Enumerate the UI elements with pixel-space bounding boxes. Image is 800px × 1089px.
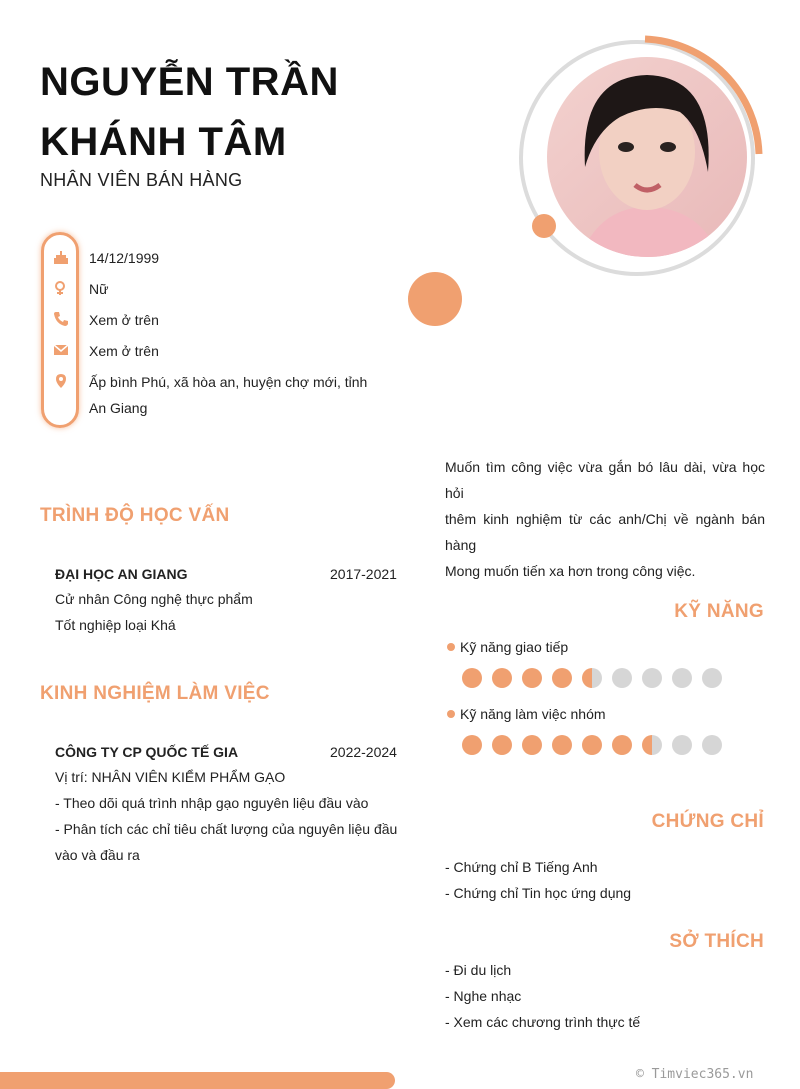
- skill-level-dot: [492, 668, 512, 688]
- contact-email: Xem ở trên: [89, 343, 159, 359]
- skill-level-dot: [672, 735, 692, 755]
- skill-level-dot: [462, 735, 482, 755]
- gender-icon: [52, 279, 70, 297]
- skill-level-dot: [582, 735, 602, 755]
- skill-level-dot: [522, 735, 542, 755]
- skill-bullet: [447, 643, 455, 651]
- skill-level-dot: [462, 668, 482, 688]
- skill-level-dot: [582, 668, 602, 688]
- skill-level-dot: [552, 735, 572, 755]
- candidate-name: [40, 52, 339, 172]
- avatar: [540, 57, 754, 257]
- hobby-item-3: - Xem các chương trình thực tế: [445, 1014, 641, 1030]
- skill-level-dot: [522, 668, 542, 688]
- objective-line-3: hàng: [445, 537, 477, 553]
- hobby-item-1: - Đi du lịch: [445, 962, 512, 978]
- certificates-title: CHỨNG CHỈ: [651, 811, 764, 832]
- skill-level-dot: [642, 668, 662, 688]
- education-years: 2017-2021: [330, 566, 397, 582]
- objective-line-1: Muốn tìm công việc vừa gắn bó lâu dài, vừa học hỏi: [445, 459, 765, 501]
- footer-accent-bar: [0, 1072, 395, 1089]
- skill-level-dot: [612, 668, 632, 688]
- education-degree: Cử nhân Công nghệ thực phẩm: [55, 591, 253, 607]
- certificate-item-1: - Chứng chỉ B Tiếng Anh: [445, 859, 598, 875]
- skill-name-1: Kỹ năng giao tiếp: [460, 639, 569, 655]
- email-icon: [52, 341, 70, 359]
- skill-bullet: [447, 710, 455, 718]
- education-grade: Tốt nghiệp loại Khá: [55, 617, 176, 633]
- skill-level-dot: [672, 668, 692, 688]
- skill-rating-2: [462, 735, 722, 755]
- experience-duty-2-line-1: - Phân tích các chỉ tiêu chất lượng của nguyên liệu đầu: [55, 821, 398, 837]
- hobby-item-2: - Nghe nhạc: [445, 988, 522, 1004]
- contact-address-line-1: Ấp bình Phú, xã hòa an, huyện chợ mới, tỉnh: [89, 374, 368, 390]
- skills-title: KỸ NĂNG: [674, 601, 764, 622]
- skill-level-dot: [702, 668, 722, 688]
- skill-rating-1: [462, 668, 722, 688]
- skill-level-dot: [702, 735, 722, 755]
- objective-line-4: Mong muốn tiến xa hơn trong công việc.: [445, 563, 696, 579]
- experience-title: KINH NGHIỆM LÀM VIỆC: [40, 683, 270, 704]
- contact-phone: Xem ở trên: [89, 312, 159, 328]
- skill-level-dot: [612, 735, 632, 755]
- phone-icon: [52, 310, 70, 328]
- contact-gender: Nữ: [89, 281, 109, 297]
- education-school: ĐẠI HỌC AN GIANG: [55, 566, 188, 582]
- skill-level-dot: [492, 735, 512, 755]
- career-objective: [445, 454, 765, 584]
- decor-circle: [406, 270, 464, 328]
- experience-duty-2-line-2: vào và đầu ra: [55, 847, 140, 863]
- skill-name-2: Kỹ năng làm việc nhóm: [460, 706, 606, 722]
- education-title: TRÌNH ĐỘ HỌC VẤN: [40, 505, 230, 526]
- name-line-1: NGUYỄN TRẦN: [40, 60, 339, 104]
- contact-address-line-2: An Giang: [89, 400, 148, 416]
- experience-company: CÔNG TY CP QUỐC TẾ GIA: [55, 744, 239, 760]
- skill-level-dot: [642, 735, 662, 755]
- skill-level-dot: [552, 668, 572, 688]
- job-title: NHÂN VIÊN BÁN HÀNG: [40, 170, 243, 190]
- experience-position: Vị trí: NHÂN VIÊN KIỂM PHẨM GẠO: [55, 769, 286, 785]
- certificate-item-2: - Chứng chỉ Tin học ứng dụng: [445, 885, 632, 901]
- contact-birthday: 14/12/1999: [89, 250, 160, 266]
- experience-duty-1: - Theo dõi quá trình nhập gạo nguyên liệu đầu vào: [55, 795, 369, 811]
- watermark: © Timviec365.vn: [636, 1067, 754, 1082]
- hobbies-title: SỞ THÍCH: [669, 931, 764, 952]
- location-pin-icon: [52, 372, 70, 390]
- birthday-cake-icon: [52, 248, 70, 266]
- objective-line-2: thêm kinh nghiệm từ các anh/Chị về ngành bán: [445, 511, 765, 527]
- name-line-2: KHÁNH TÂM: [40, 120, 287, 164]
- experience-years: 2022-2024: [330, 744, 397, 760]
